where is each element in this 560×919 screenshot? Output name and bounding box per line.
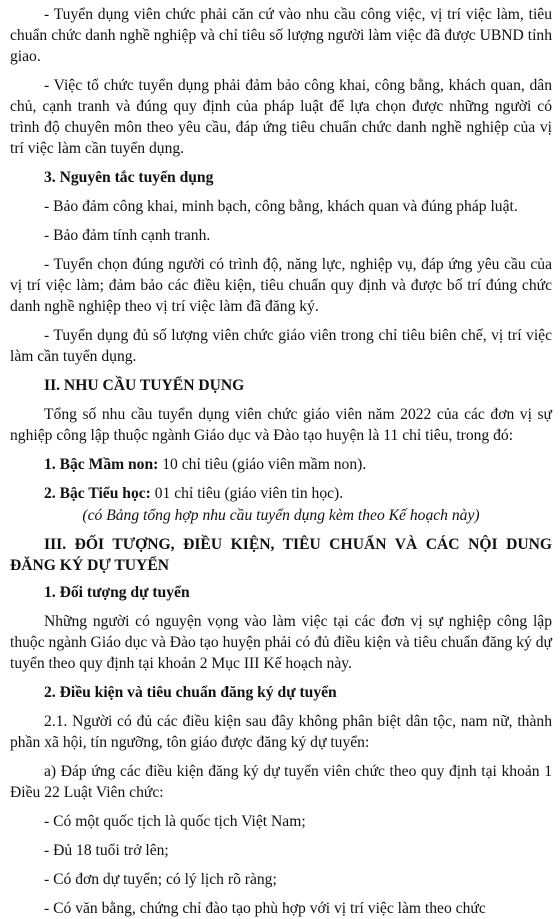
paragraph: - Có văn bằng, chứng chỉ đào tạo phù hợp với vị trí việc làm theo chức [44,900,486,917]
paragraph: - Tuyển dụng viên chức phải căn cứ vào nhu cầu công việc, vị trí việc làm, tiêu chuẩn chức danh nghề nghiệp và chỉ tiêu số lượng người làm việc đã được UBND tỉnh giao. [10,6,552,65]
paragraph: - Bảo đảm tính cạnh tranh. [44,227,211,244]
subsection-heading: 2. Điều kiện và tiêu chuẩn đăng ký dự tuyển [44,684,337,701]
paragraph: - Có đơn dự tuyển; có lý lịch rõ ràng; [44,871,277,888]
item-label: 2. Bậc Tiểu học: [44,485,151,502]
paragraph: - Đủ 18 tuổi trở lên; [44,842,169,859]
paragraph: Những người có nguyện vọng vào làm việc tại các đơn vị sự nghiệp công lập thuộc ngành Giáo dục và Đào tạo huyện phải có đủ điều kiện và tiêu chuẩn đăng ký dự tuyển theo quy định tại khoản 2 Mục III Kế hoạch này. [10,613,552,672]
paragraph: Tổng số nhu cầu tuyển dụng viên chức giáo viên năm 2022 của các đơn vị sự nghiệp công lập thuộc ngành Giáo dục và Đào tạo huyện là 11 chỉ tiêu, trong đó: [10,406,552,444]
paragraph: - Việc tổ chức tuyển dụng phải đảm bảo công khai, công bằng, khách quan, dân chủ, cạnh tranh và đúng quy định của pháp luật để lựa chọn được những người có trình độ chuyên môn theo yêu cầu, đáp ứng tiêu chuẩn chức danh nghề nghiệp của vị trí việc làm cần tuyển dụng. [10,77,552,157]
paragraph: - Bảo đảm công khai, minh bạch, công bằng, khách quan và đúng pháp luật. [44,198,518,215]
subsection-heading: 1. Đối tượng dự tuyển [44,584,190,601]
paragraph [10,454,552,475]
paragraph: - Tuyển dụng đủ số lượng viên chức giáo viên trong chỉ tiêu biên chế, vị trí việc làm cần tuyển dụng. [10,327,552,365]
paragraph: a) Đáp ứng các điều kiện đăng ký dự tuyển viên chức theo quy định tại khoản 1 Điều 22 Luật Viên chức: [10,763,552,801]
section-heading: 3. Nguyên tắc tuyển dụng [44,169,214,186]
section-heading: III. ĐỐI TƯỢNG, ĐIỀU KIỆN, TIÊU CHUẨN VÀ CÁC NỘI DUNG ĐĂNG KÝ DỰ TUYỂN [10,536,552,574]
paragraph: - Tuyển chọn đúng người có trình độ, năng lực, nghiệp vụ, đáp ứng yêu cầu của vị trí việc làm; đảm bảo các điều kiện, tiêu chuẩn quy định và được bố trí đúng chức danh nghề nghiệp theo vị trí việc làm đã đăng ký. [10,256,552,315]
item-label: 1. Bậc Mầm non: [44,456,159,473]
item-text: 10 chỉ tiêu (giáo viên mầm non). [158,456,367,473]
note: (có Bảng tổng hợp nhu cầu tuyển dụng kèm theo Kế hoạch này) [82,507,480,524]
section-heading: II. NHU CẦU TUYỂN DỤNG [44,377,245,394]
paragraph: 2.1. Người có đủ các điều kiện sau đây không phân biệt dân tộc, nam nữ, thành phần xã hội, tín ngưỡng, tôn giáo được đăng ký dự tuyển: [10,713,552,751]
paragraph: - Có một quốc tịch là quốc tịch Việt Nam; [44,813,306,830]
item-text: 01 chỉ tiêu (giáo viên tin học). [150,485,344,502]
paragraph [10,483,552,504]
